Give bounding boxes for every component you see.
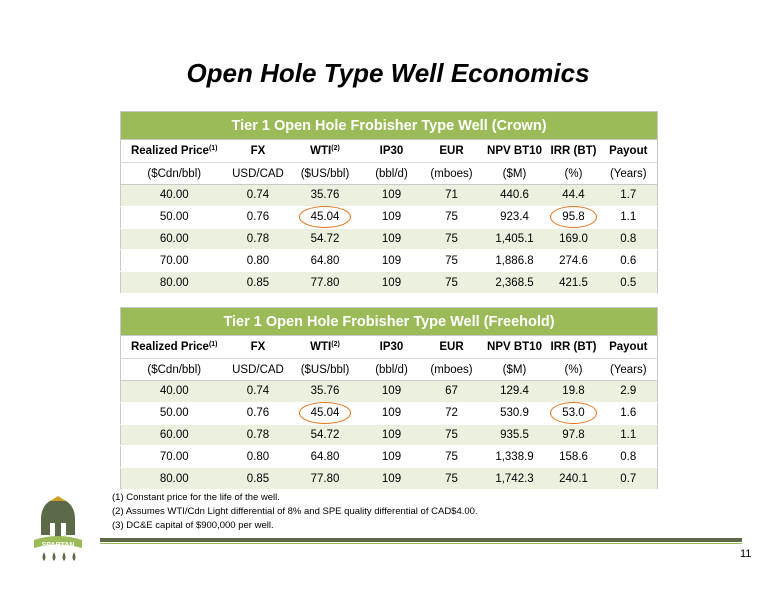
column-header-label: IRR (BT) [550, 145, 597, 157]
column-header [422, 140, 482, 163]
table-heading: Tier 1 Open Hole Frobisher Type Well (Freehold) [121, 308, 658, 336]
table-row [121, 250, 658, 272]
column-header [600, 140, 658, 163]
table-cell: 1.1 [600, 424, 658, 446]
column-header-row [121, 336, 658, 359]
unit-cell: ($US/bbl) [289, 359, 362, 381]
footnote-ref: (2) [331, 145, 340, 152]
table-cell: 64.80 [289, 250, 362, 272]
table-cell: 240.1 [548, 468, 600, 490]
table-cell: 75 [422, 468, 482, 490]
table-row [121, 468, 658, 490]
unit-cell: (mboes) [422, 359, 482, 381]
table-cell: 158.6 [548, 446, 600, 468]
table-cell: 19.8 [548, 381, 600, 403]
table-cell: 109 [362, 228, 422, 250]
table-cell: 75 [422, 446, 482, 468]
table-row [121, 228, 658, 250]
unit-cell: USD/CAD [228, 163, 289, 185]
table-cell: 109 [362, 272, 422, 294]
table-cell: 40.00 [121, 185, 228, 207]
table-cell: 0.8 [600, 446, 658, 468]
unit-cell: (mboes) [422, 163, 482, 185]
column-header-label: WTI [310, 341, 332, 353]
unit-cell: ($M) [482, 163, 548, 185]
column-header-label: Payout [609, 341, 648, 353]
column-header-label: Realized Price [130, 341, 209, 353]
table-cell: 35.76 [289, 381, 362, 403]
highlighted-value: 53.0 [562, 407, 585, 420]
table-cell [289, 206, 362, 228]
table-row [121, 402, 658, 424]
table-cell: 923.4 [482, 206, 548, 228]
column-header [121, 336, 228, 359]
column-header [422, 336, 482, 359]
table-cell: 70.00 [121, 250, 228, 272]
table-cell: 1,886.8 [482, 250, 548, 272]
units-row [121, 163, 658, 185]
table-cell: 440.6 [482, 185, 548, 207]
unit-cell: (bbl/d) [362, 163, 422, 185]
column-header-label: NPV BT10 [487, 145, 542, 157]
unit-cell: ($Cdn/bbl) [121, 359, 228, 381]
column-header-label: Realized Price [130, 145, 209, 157]
table-cell: 72 [422, 402, 482, 424]
page-title: Open Hole Type Well Economics [186, 58, 590, 88]
column-header-label: NPV BT10 [487, 341, 542, 353]
table-cell: 0.8 [600, 228, 658, 250]
table-cell: 75 [422, 424, 482, 446]
column-header-label: IP30 [379, 145, 404, 157]
table-cell: 0.85 [228, 468, 289, 490]
table-cell: 1,742.3 [482, 468, 548, 490]
table-cell: 50.00 [121, 402, 228, 424]
unit-cell: (Years) [600, 163, 658, 185]
highlighted-value: 45.04 [310, 211, 340, 224]
table-cell: 75 [422, 250, 482, 272]
table-heading: Tier 1 Open Hole Frobisher Type Well (Crown) [121, 112, 658, 140]
table-cell: 1.6 [600, 402, 658, 424]
table-cell: 2,368.5 [482, 272, 548, 294]
unit-cell: ($US/bbl) [289, 163, 362, 185]
footnotes [112, 491, 478, 533]
table-cell: 0.80 [228, 250, 289, 272]
table-cell: 109 [362, 446, 422, 468]
table-cell: 1,405.1 [482, 228, 548, 250]
table-cell: 0.6 [600, 250, 658, 272]
units-row [121, 359, 658, 381]
table-cell: 274.6 [548, 250, 600, 272]
table-cell: 50.00 [121, 206, 228, 228]
table-cell [548, 206, 600, 228]
column-header [548, 336, 600, 359]
table-row [121, 185, 658, 207]
table-cell: 1.1 [600, 206, 658, 228]
table-cell: 97.8 [548, 424, 600, 446]
table-body [121, 381, 658, 490]
table-cell: 60.00 [121, 228, 228, 250]
table-cell [289, 402, 362, 424]
table-cell: 129.4 [482, 381, 548, 403]
table-cell: 54.72 [289, 424, 362, 446]
column-header [121, 140, 228, 163]
column-header [228, 140, 289, 163]
table-cell: 0.78 [228, 424, 289, 446]
page-number: 11 [740, 548, 752, 560]
footnote-ref: (1) [208, 341, 218, 348]
table-cell: 70.00 [121, 446, 228, 468]
footnote-ref: (2) [331, 341, 340, 348]
table-cell: 0.74 [228, 185, 289, 207]
footnote: (2) Assumes WTI/Cdn Light differential of 8% and SPE quality differential of CAD$4.00. [112, 506, 478, 517]
table-cell: 169.0 [548, 228, 600, 250]
column-header-label: IRR (BT) [550, 341, 597, 353]
table-cell: 0.74 [228, 381, 289, 403]
column-header [289, 140, 362, 163]
table-row [121, 272, 658, 294]
footnote: (3) DC&E capital of $900,000 per well. [112, 520, 274, 531]
table-cell: 109 [362, 206, 422, 228]
footnote: (1) Constant price for the life of the well. [112, 492, 280, 503]
column-header-label: FX [250, 145, 266, 157]
table-cell: 0.5 [600, 272, 658, 294]
column-header [362, 336, 422, 359]
table-cell: 2.9 [600, 381, 658, 403]
freehold-economics-table [120, 307, 658, 490]
column-header-label: WTI [310, 145, 332, 157]
table-cell: 530.9 [482, 402, 548, 424]
table-cell: 1.7 [600, 185, 658, 207]
table-cell: 67 [422, 381, 482, 403]
footer-rule [100, 538, 742, 542]
column-header [482, 140, 548, 163]
unit-cell: USD/CAD [228, 359, 289, 381]
unit-cell: (%) [548, 359, 600, 381]
logo-text: SPARTAN [41, 542, 75, 549]
column-header [289, 336, 362, 359]
table-cell: 0.78 [228, 228, 289, 250]
column-header-label: EUR [439, 341, 464, 353]
table-cell: 421.5 [548, 272, 600, 294]
table-body [121, 185, 658, 294]
table-cell: 0.76 [228, 206, 289, 228]
table-cell: 44.4 [548, 185, 600, 207]
table-cell: 109 [362, 424, 422, 446]
column-header [228, 336, 289, 359]
table-cell [548, 402, 600, 424]
table-cell: 75 [422, 206, 482, 228]
table-cell: 109 [362, 468, 422, 490]
unit-cell: (bbl/d) [362, 359, 422, 381]
unit-cell: (%) [548, 163, 600, 185]
column-header-label: EUR [439, 145, 464, 157]
footer-accent-rule [100, 543, 742, 544]
table-cell: 54.72 [289, 228, 362, 250]
table-cell: 60.00 [121, 424, 228, 446]
table-cell: 109 [362, 250, 422, 272]
table-row [121, 446, 658, 468]
unit-cell: (Years) [600, 359, 658, 381]
table-cell: 109 [362, 185, 422, 207]
table-cell: 77.80 [289, 272, 362, 294]
table-row [121, 424, 658, 446]
highlighted-value: 45.04 [310, 407, 340, 420]
table-cell: 77.80 [289, 468, 362, 490]
column-header-label: IP30 [379, 341, 404, 353]
spartan-helmet-icon [26, 496, 90, 570]
table-cell: 0.7 [600, 468, 658, 490]
column-header-row [121, 140, 658, 163]
table-cell: 0.85 [228, 272, 289, 294]
table-cell: 64.80 [289, 446, 362, 468]
column-header [362, 140, 422, 163]
table-cell: 0.80 [228, 446, 289, 468]
table-row [121, 381, 658, 403]
unit-cell: ($M) [482, 359, 548, 381]
table-cell: 109 [362, 381, 422, 403]
column-header-label: Payout [609, 145, 648, 157]
crown-economics-table [120, 111, 658, 294]
column-header [548, 140, 600, 163]
table-row [121, 206, 658, 228]
table-cell: 35.76 [289, 185, 362, 207]
table-cell: 0.76 [228, 402, 289, 424]
table-cell: 80.00 [121, 272, 228, 294]
footnote-ref: (1) [208, 145, 218, 152]
column-header-label: FX [250, 341, 266, 353]
column-header [482, 336, 548, 359]
column-header [600, 336, 658, 359]
table-cell: 109 [362, 402, 422, 424]
table-cell: 40.00 [121, 381, 228, 403]
table-cell: 75 [422, 228, 482, 250]
table-cell: 935.5 [482, 424, 548, 446]
unit-cell: ($Cdn/bbl) [121, 163, 228, 185]
table-cell: 1,338.9 [482, 446, 548, 468]
table-cell: 71 [422, 185, 482, 207]
table-cell: 80.00 [121, 468, 228, 490]
table-cell: 75 [422, 272, 482, 294]
highlighted-value: 95.8 [562, 211, 585, 224]
